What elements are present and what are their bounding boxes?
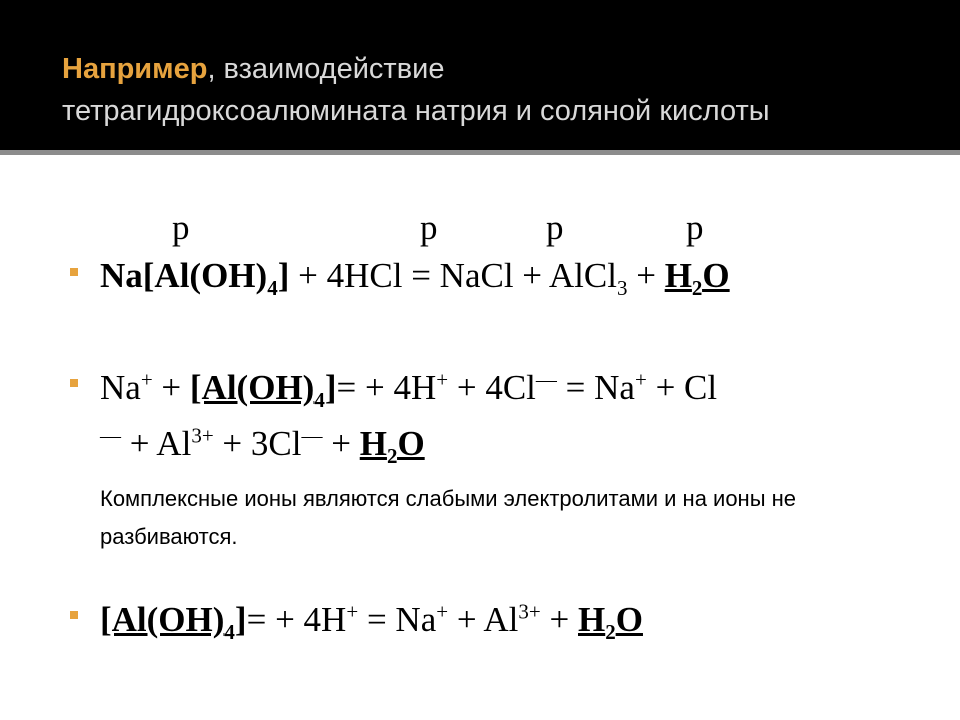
eq-term: = + 4H (246, 600, 347, 639)
eq-term: + Al (448, 600, 519, 639)
eq-water (359, 424, 425, 468)
short-ionic-equation (100, 599, 643, 644)
solubility-label: р (420, 208, 438, 247)
bullet-marker (70, 379, 78, 387)
solubility-label: р (172, 208, 190, 247)
eq-sub: 4 (267, 276, 278, 300)
eq-term: + 3Cl (213, 424, 302, 463)
eq-sub: 2 (691, 276, 703, 300)
solubility-label: р (546, 208, 564, 247)
eq-sup: + (634, 367, 647, 392)
eq-sup: + (436, 599, 449, 624)
eq-term: O (702, 256, 730, 295)
slide-title (62, 48, 770, 132)
title-accent: Например (62, 53, 208, 85)
explanation-note: Комплексные ионы являются слабыми электролитами и на ионы не разбиваются. (100, 486, 797, 549)
eq-term: + 4Cl (448, 368, 536, 407)
eq-water (664, 256, 730, 300)
eq-sub: 3 (616, 276, 628, 300)
eq-term: H (359, 424, 387, 463)
eq-term: + (152, 368, 190, 407)
eq-term: = Na (556, 368, 635, 407)
eq-term: H (578, 600, 606, 639)
bullet-marker (70, 611, 78, 619)
eq-sub: 2 (386, 444, 398, 468)
eq-term: = Na (358, 600, 437, 639)
eq-term: + 4HCl = NaCl + AlCl (289, 256, 617, 295)
eq-term: + Cl (646, 368, 718, 407)
complex-ion (189, 368, 337, 412)
eq-term: = + 4H (336, 368, 437, 407)
eq-term: O (397, 424, 425, 463)
eq-sup: + (436, 367, 449, 392)
eq-term: + Al (121, 424, 192, 463)
eq-sup: — (301, 423, 323, 448)
full-ionic-equation (100, 367, 718, 412)
eq-term: Na (100, 368, 141, 407)
eq-sup: — (100, 423, 121, 448)
eq-term: + (627, 256, 665, 295)
eq-term: [Al(OH) (189, 368, 315, 407)
eq-sup: 3+ (518, 599, 541, 624)
full-ionic-equation-cont (100, 423, 425, 468)
eq-term: ] (277, 256, 290, 295)
eq-term: O (615, 600, 643, 639)
title-line2: тетрагидроксоалюмината натрия и соляной кислоты (62, 95, 770, 127)
eq-sub: 4 (224, 620, 235, 644)
eq-term: H (664, 256, 692, 295)
eq-sup: + (346, 599, 359, 624)
eq-sub: 2 (605, 620, 616, 644)
eq-sub: 4 (314, 388, 325, 412)
eq-term: [Al(OH) (100, 600, 225, 639)
eq-term: ] (234, 600, 247, 639)
eq-term: Na[Al(OH) (100, 256, 268, 295)
eq-sup: + (140, 367, 153, 392)
molecular-equation (100, 256, 730, 300)
eq-term: + (322, 424, 360, 463)
eq-sup: — (535, 367, 557, 392)
complex-ion (100, 600, 247, 644)
eq-sup: 3+ (191, 423, 214, 448)
eq-term: + (540, 600, 578, 639)
slide-header (0, 0, 960, 150)
title-rest: , взаимодействие (207, 53, 445, 85)
eq-term: ] (324, 368, 337, 407)
bullet-marker (70, 268, 78, 276)
solubility-label: р (686, 208, 704, 247)
eq-water (578, 600, 643, 644)
